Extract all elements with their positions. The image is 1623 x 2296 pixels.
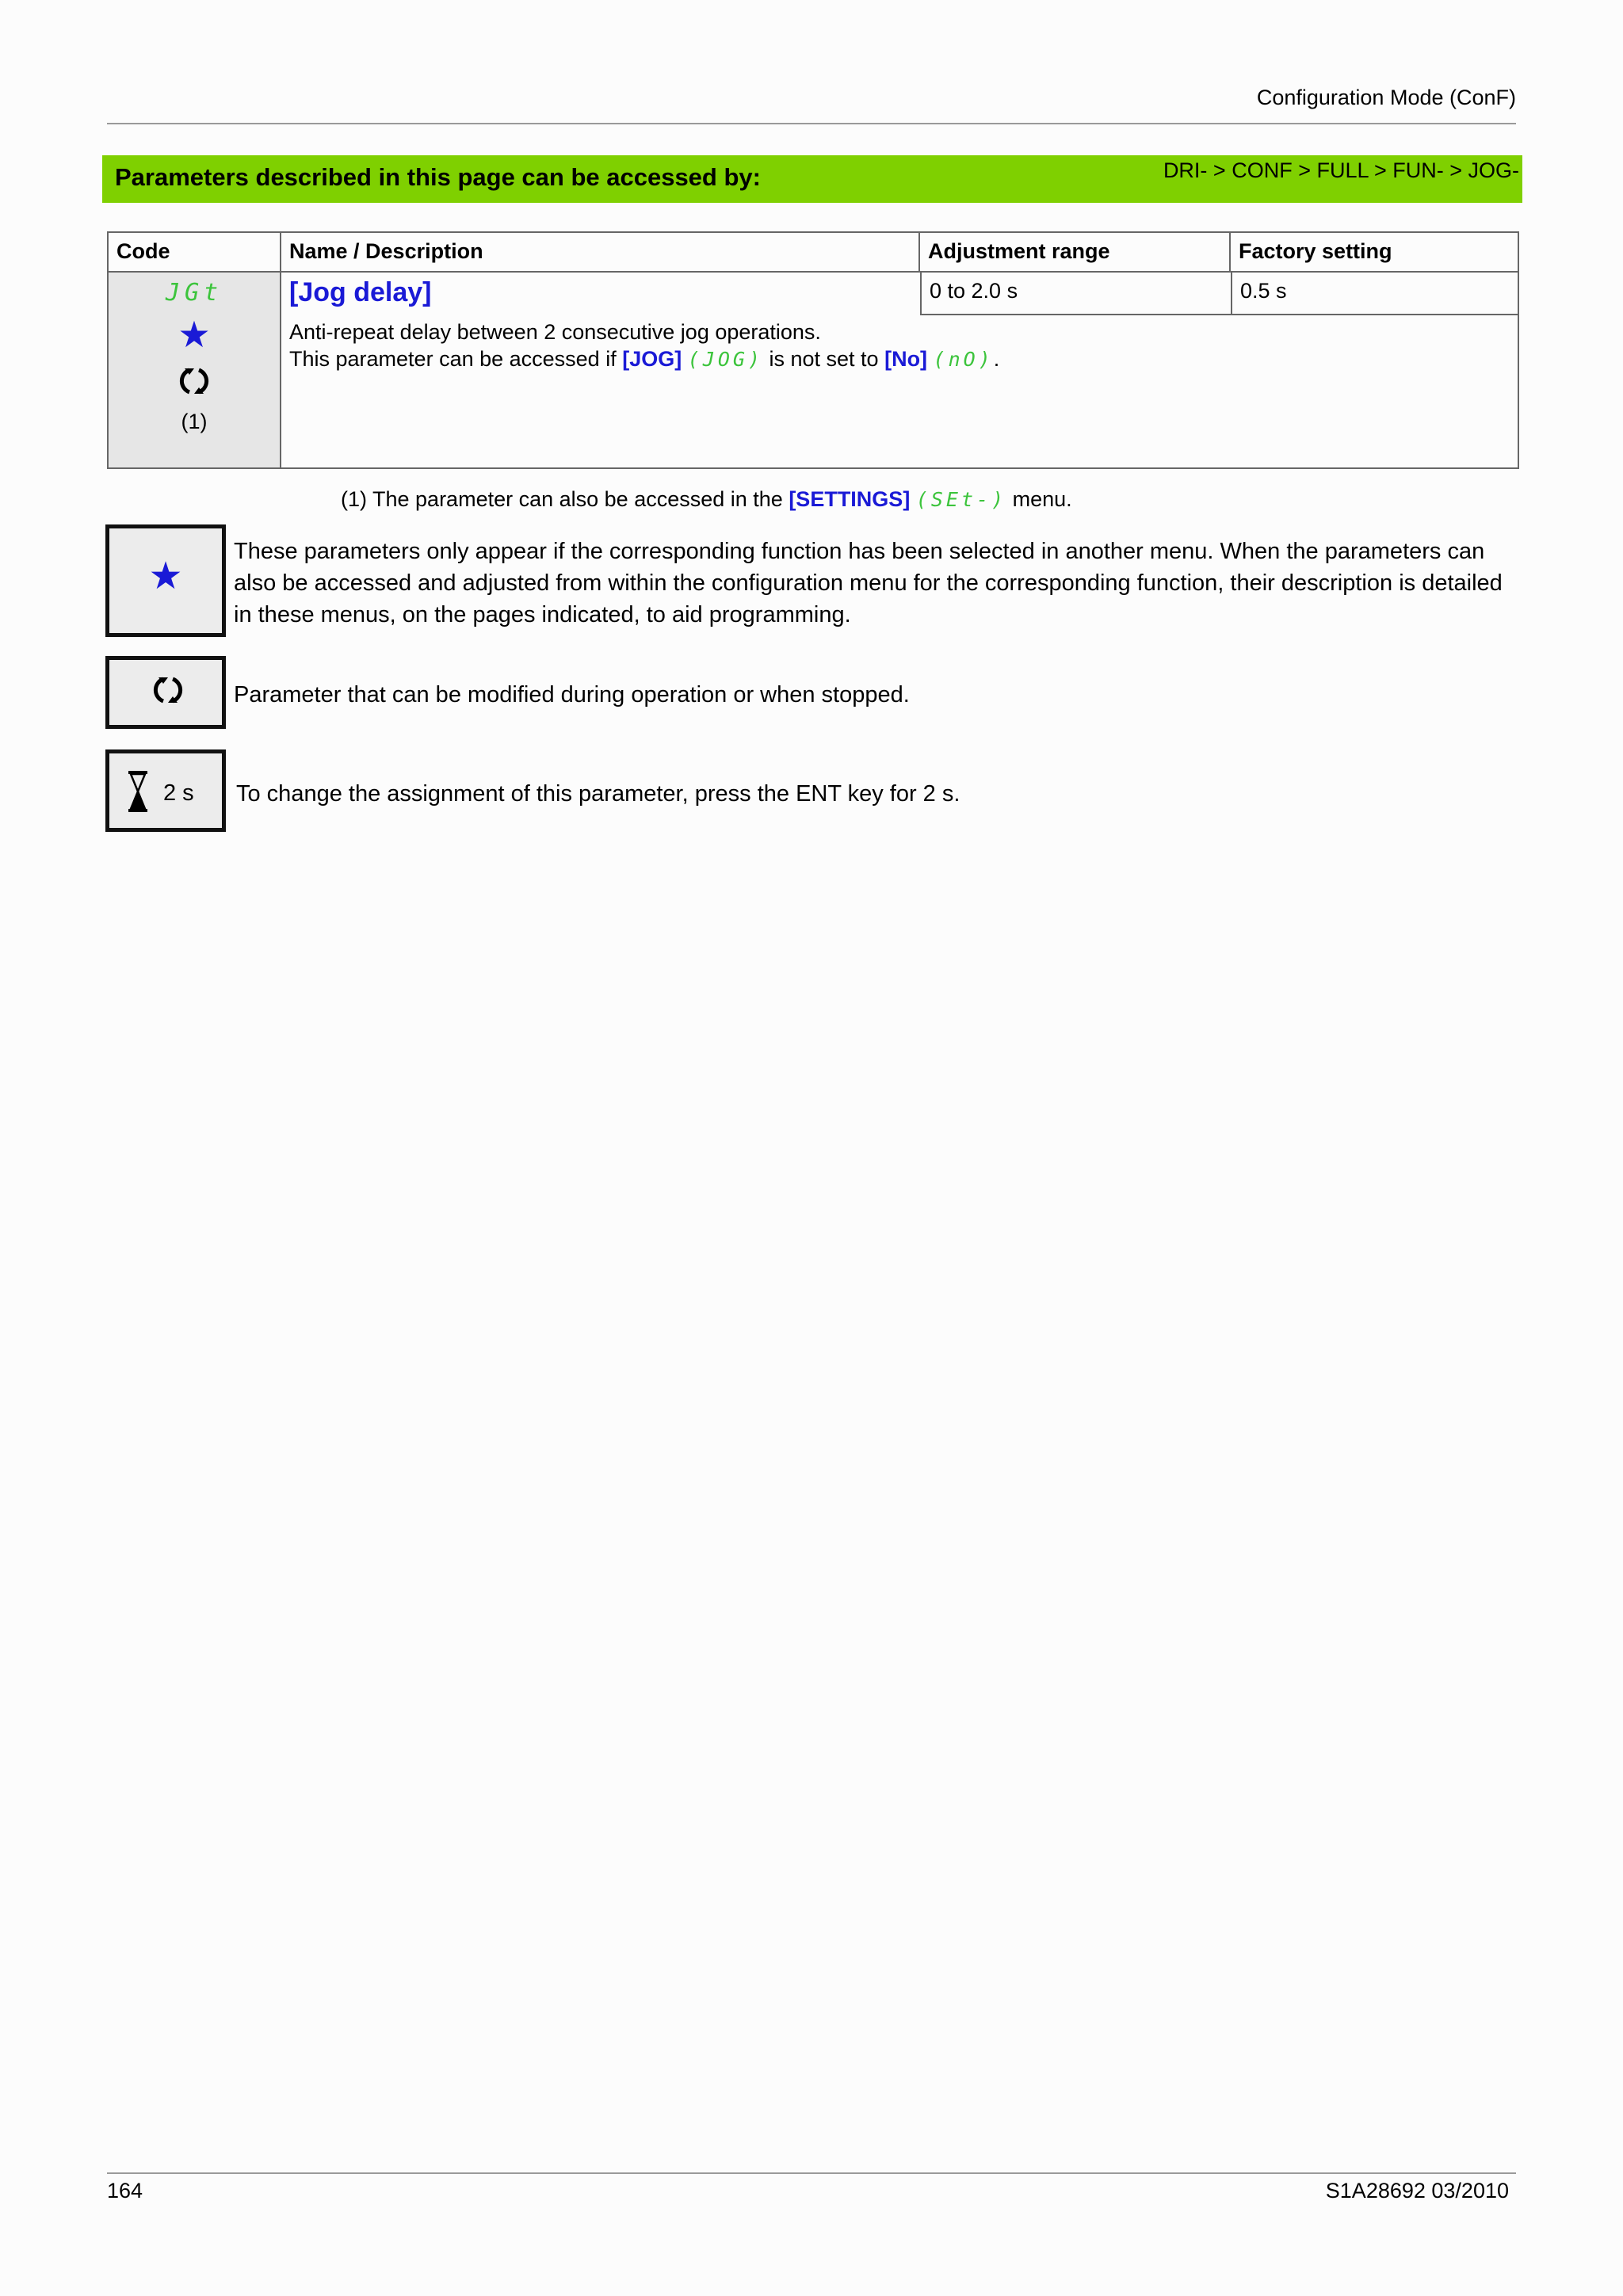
cycle-icon: [178, 365, 210, 397]
document-reference: S1A28692 03/2010: [1325, 2179, 1509, 2203]
settings-label: [SETTINGS]: [789, 487, 911, 511]
page-number: 164: [107, 2179, 143, 2203]
footnote-text: (1) The parameter can also be accessed in the: [341, 487, 789, 511]
no-code: (nO): [933, 348, 994, 371]
param-name: [Jog delay]: [289, 277, 432, 307]
code-cell: [108, 272, 281, 468]
ent-duration: 2 s: [163, 780, 194, 806]
note-reference: (1): [181, 410, 208, 433]
menu-path: DRI- > CONF > FULL > FUN- > JOG-: [1163, 158, 1519, 182]
cycle-icon: [152, 674, 184, 706]
footer-rule: [107, 2172, 1516, 2174]
table-header-row: [108, 232, 1518, 272]
hourglass-icon: [127, 769, 149, 814]
description-line-1: Anti-repeat delay between 2 consecutive jog operations.: [289, 320, 821, 344]
desc-text: This parameter can be accessed if: [289, 347, 623, 371]
description-line-2: [289, 345, 1510, 373]
header-rule: [107, 123, 1516, 124]
footnote: [341, 487, 1072, 512]
cycle-legend-text: Parameter that can be modified during operation or when stopped.: [234, 682, 910, 707]
col-header-code: Code: [108, 232, 281, 272]
star-icon: ★: [148, 555, 183, 597]
access-banner: [102, 155, 1522, 203]
settings-code: (SEt-): [915, 488, 1007, 511]
no-label: [No]: [884, 347, 928, 371]
banner-heading: Parameters described in this page can be accessed by:: [115, 163, 761, 191]
col-header-factory: Factory setting: [1230, 232, 1518, 272]
star-icon: ★: [178, 314, 211, 355]
star-legend-text: These parameters only appear if the corresponding function has been selected in another menu. When the parameters can also be accessed and adjusted from within the configuration menu for the corresponding function, their description is detailed in these menus, on the pages indicated, to aid programming.: [234, 539, 1503, 627]
col-header-name: Name / Description: [281, 232, 919, 272]
page-header-title: Configuration Mode (ConF): [1256, 86, 1516, 109]
param-code: JGt: [165, 279, 223, 307]
cycle-legend-box: [105, 656, 226, 729]
desc-text: is not set to: [763, 347, 885, 371]
ent-legend-text: To change the assignment of this parameter, press the ENT key for 2 s.: [236, 781, 960, 807]
desc-text: .: [993, 347, 1000, 371]
description-cell: [281, 272, 1518, 468]
ent-legend-box: [105, 749, 226, 832]
parameter-table: [107, 231, 1519, 469]
param-description: [281, 318, 1518, 373]
jog-code: (JOG): [687, 348, 763, 371]
col-header-range: Adjustment range: [919, 232, 1230, 272]
adjustment-range: 0 to 2.0 s: [920, 273, 1231, 315]
star-legend-box: [105, 524, 226, 637]
footnote-text: menu.: [1006, 487, 1072, 511]
jog-label: [JOG]: [622, 347, 682, 371]
factory-setting: 0.5 s: [1231, 273, 1518, 315]
